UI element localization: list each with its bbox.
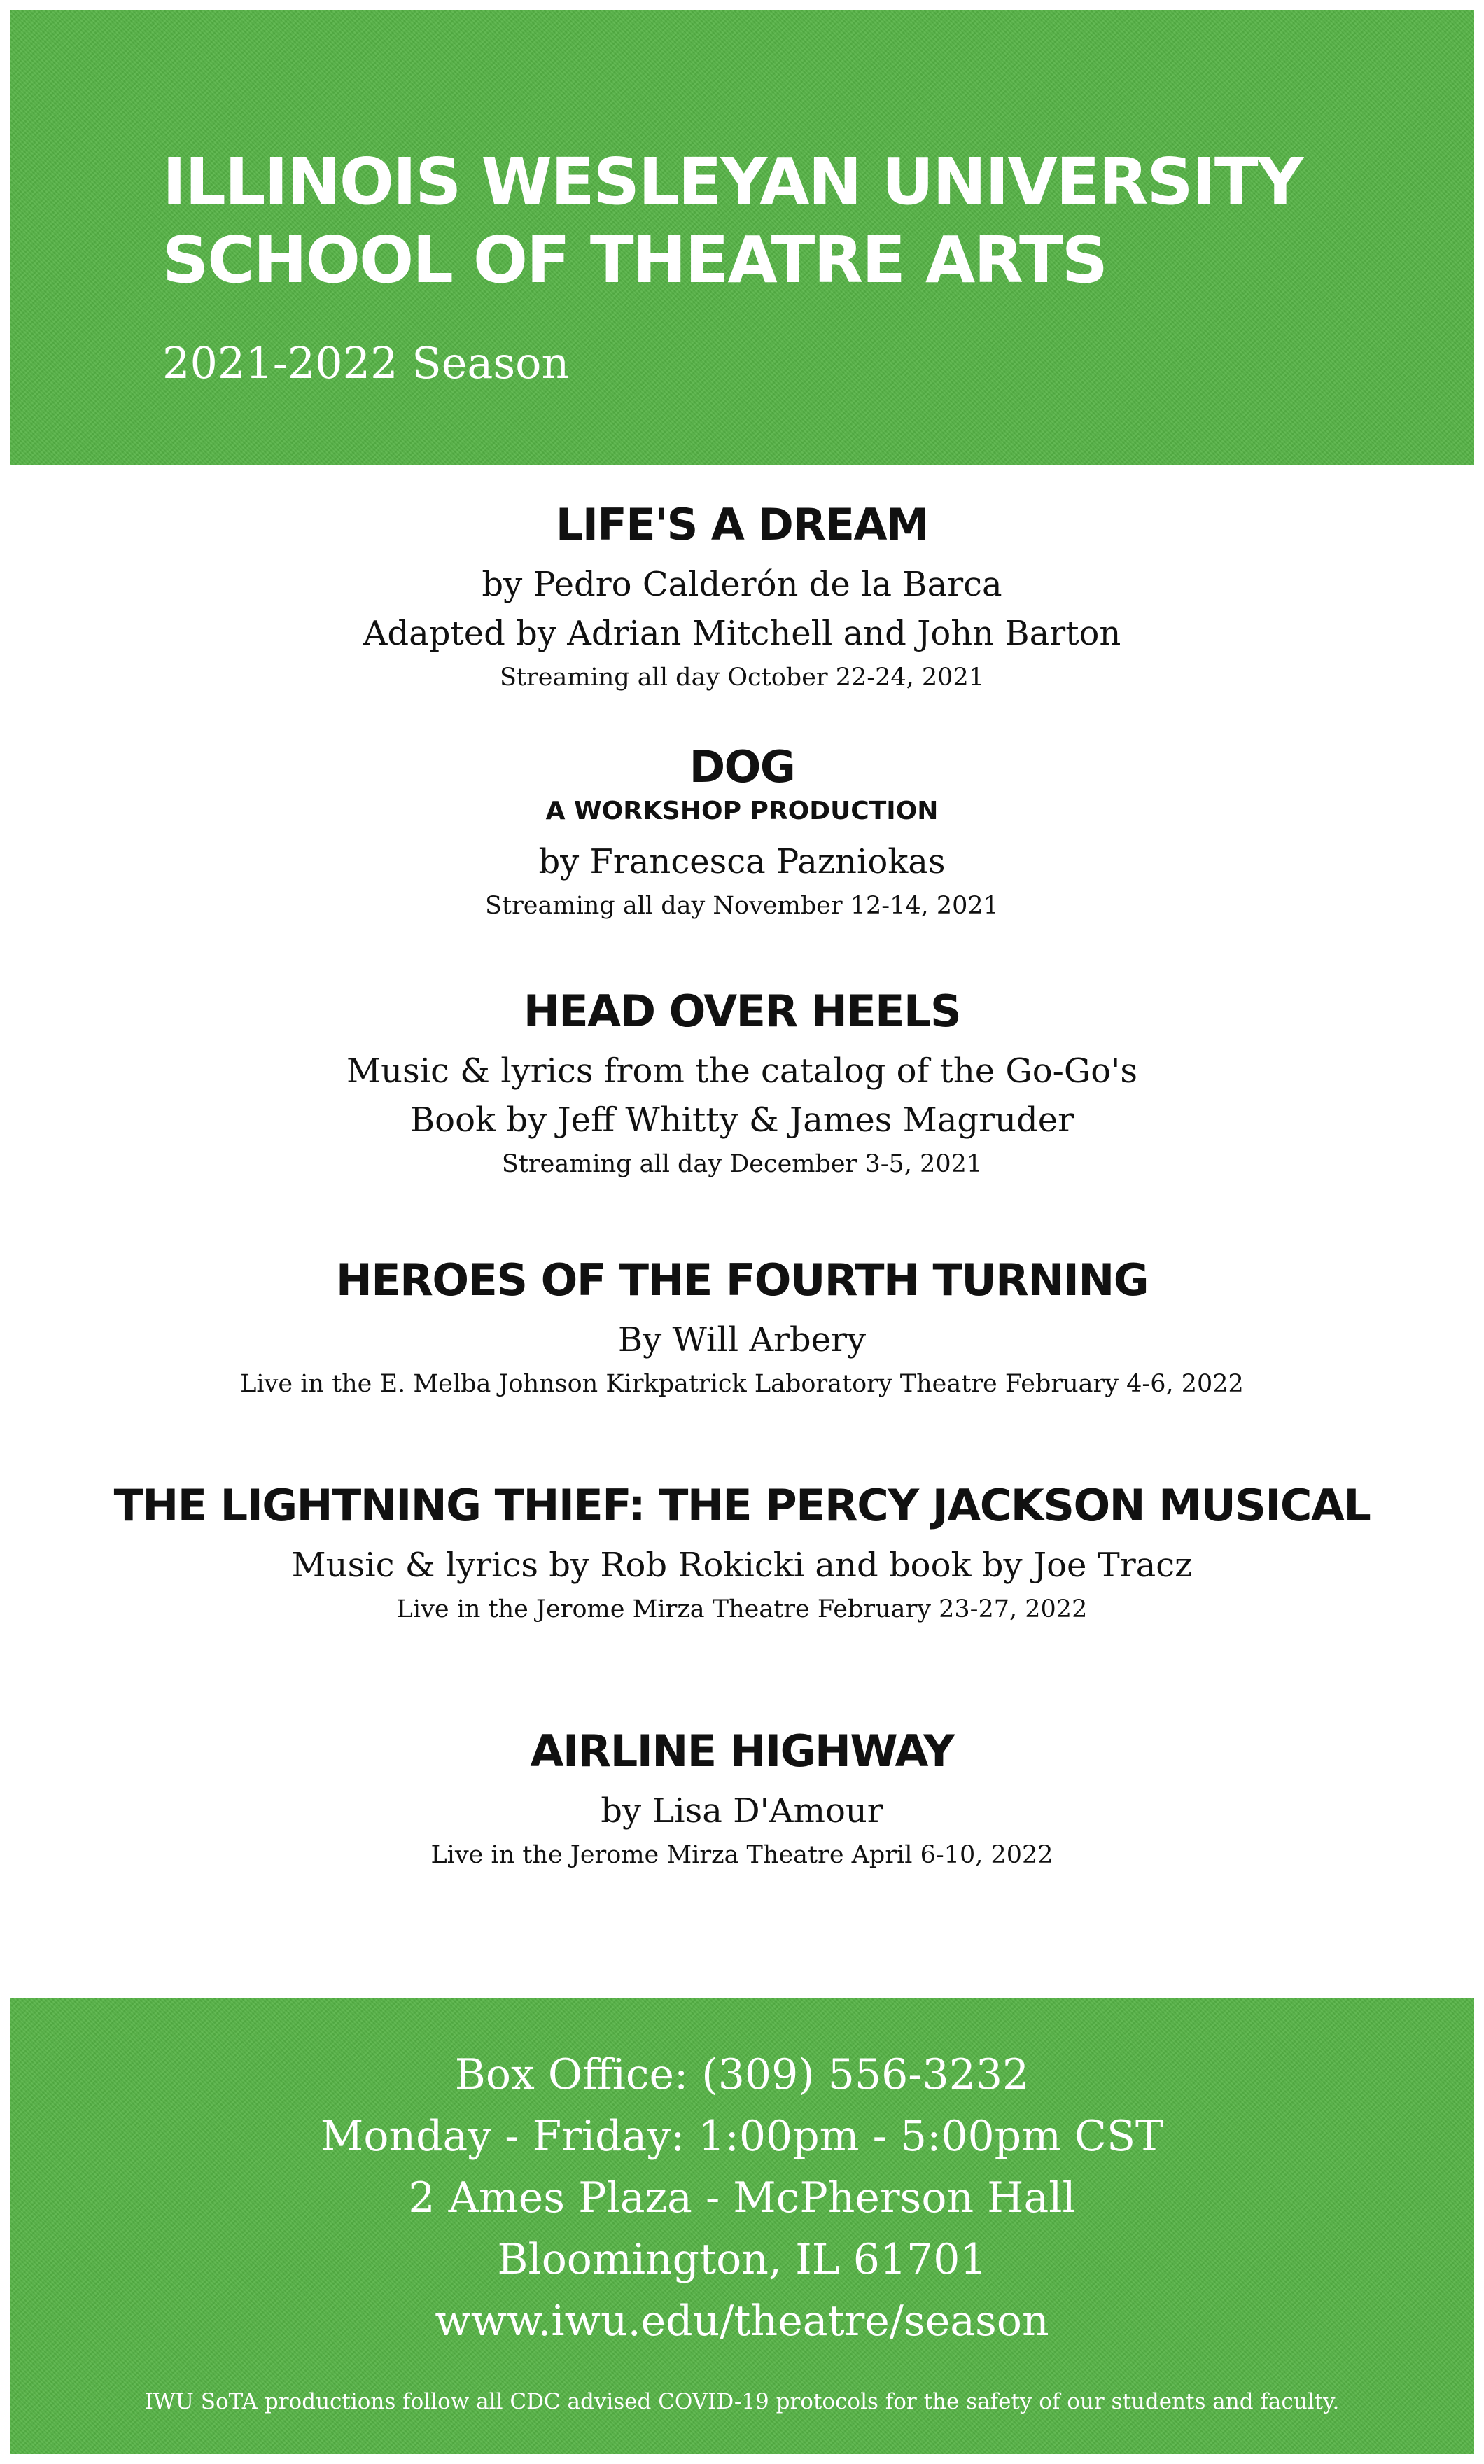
title-line-school: SCHOOL OF THEATRE ARTS xyxy=(162,223,1107,298)
header-banner xyxy=(10,10,1474,465)
street-address: 2 Ames Plaza - McPherson Hall xyxy=(408,2174,1076,2222)
show-heroes-of-the-fourth-turning xyxy=(0,1252,1484,1404)
show-dates: Live in the E. Melba Johnson Kirkpatrick Laboratory Theatre February 4-6, 2022 xyxy=(240,1370,1244,1398)
title-line-university: ILLINOIS WESLEYAN UNIVERSITY xyxy=(162,144,1303,219)
show-dates: Streaming all day December 3-5, 2021 xyxy=(501,1150,983,1178)
contact-info xyxy=(10,2044,1474,2352)
show-lifes-a-dream xyxy=(0,497,1484,697)
show-title: HEAD OVER HEELS xyxy=(523,986,961,1037)
covid-protocol-note: IWU SoTA productions follow all CDC advised COVID-19 protocols for the safety of our students and faculty. xyxy=(144,2389,1340,2414)
footer-banner xyxy=(10,1998,1474,2454)
city-state-zip: Bloomington, IL 61701 xyxy=(497,2235,987,2284)
show-title: AIRLINE HIGHWAY xyxy=(530,1726,954,1777)
show-title: DOG xyxy=(689,741,795,792)
show-the-lightning-thief xyxy=(0,1478,1484,1629)
show-title: LIFE'S A DREAM xyxy=(555,499,929,550)
show-adapter: Adapted by Adrian Mitchell and John Barton xyxy=(363,614,1121,653)
box-office-phone: Box Office: (309) 556-3232 xyxy=(454,2050,1030,2099)
show-subtitle: A WORKSHOP PRODUCTION xyxy=(545,797,939,825)
show-author: by Pedro Calderón de la Barca xyxy=(482,565,1002,604)
show-music-credit: Music & lyrics from the catalog of the Go-Go's xyxy=(346,1051,1138,1091)
show-dog xyxy=(0,739,1484,925)
show-author: by Francesca Pazniokas xyxy=(538,842,946,881)
show-head-over-heels xyxy=(0,983,1484,1184)
show-book-credit: Book by Jeff Whitty & James Magruder xyxy=(410,1100,1074,1140)
website-url: www.iwu.edu/theatre/season xyxy=(435,2297,1049,2346)
show-author: By Will Arbery xyxy=(617,1320,867,1359)
show-dates: Streaming all day October 22-24, 2021 xyxy=(500,664,984,692)
show-title: HEROES OF THE FOURTH TURNING xyxy=(335,1254,1149,1306)
university-title xyxy=(162,143,1302,300)
show-airline-highway xyxy=(0,1723,1484,1875)
show-credits: Music & lyrics by Rob Rokicki and book by Joe Tracz xyxy=(291,1546,1193,1585)
show-dates: Live in the Jerome Mirza Theatre February 23-27, 2022 xyxy=(396,1595,1088,1623)
box-office-hours: Monday - Friday: 1:00pm - 5:00pm CST xyxy=(320,2112,1164,2161)
show-title: THE LIGHTNING THIEF: THE PERCY JACKSON MUSICAL xyxy=(113,1480,1371,1531)
show-dates: Streaming all day November 12-14, 2021 xyxy=(485,892,999,920)
show-author: by Lisa D'Amour xyxy=(601,1791,883,1830)
season-label: 2021-2022 Season xyxy=(162,337,570,388)
show-dates: Live in the Jerome Mirza Theatre April 6-10, 2022 xyxy=(430,1841,1054,1869)
